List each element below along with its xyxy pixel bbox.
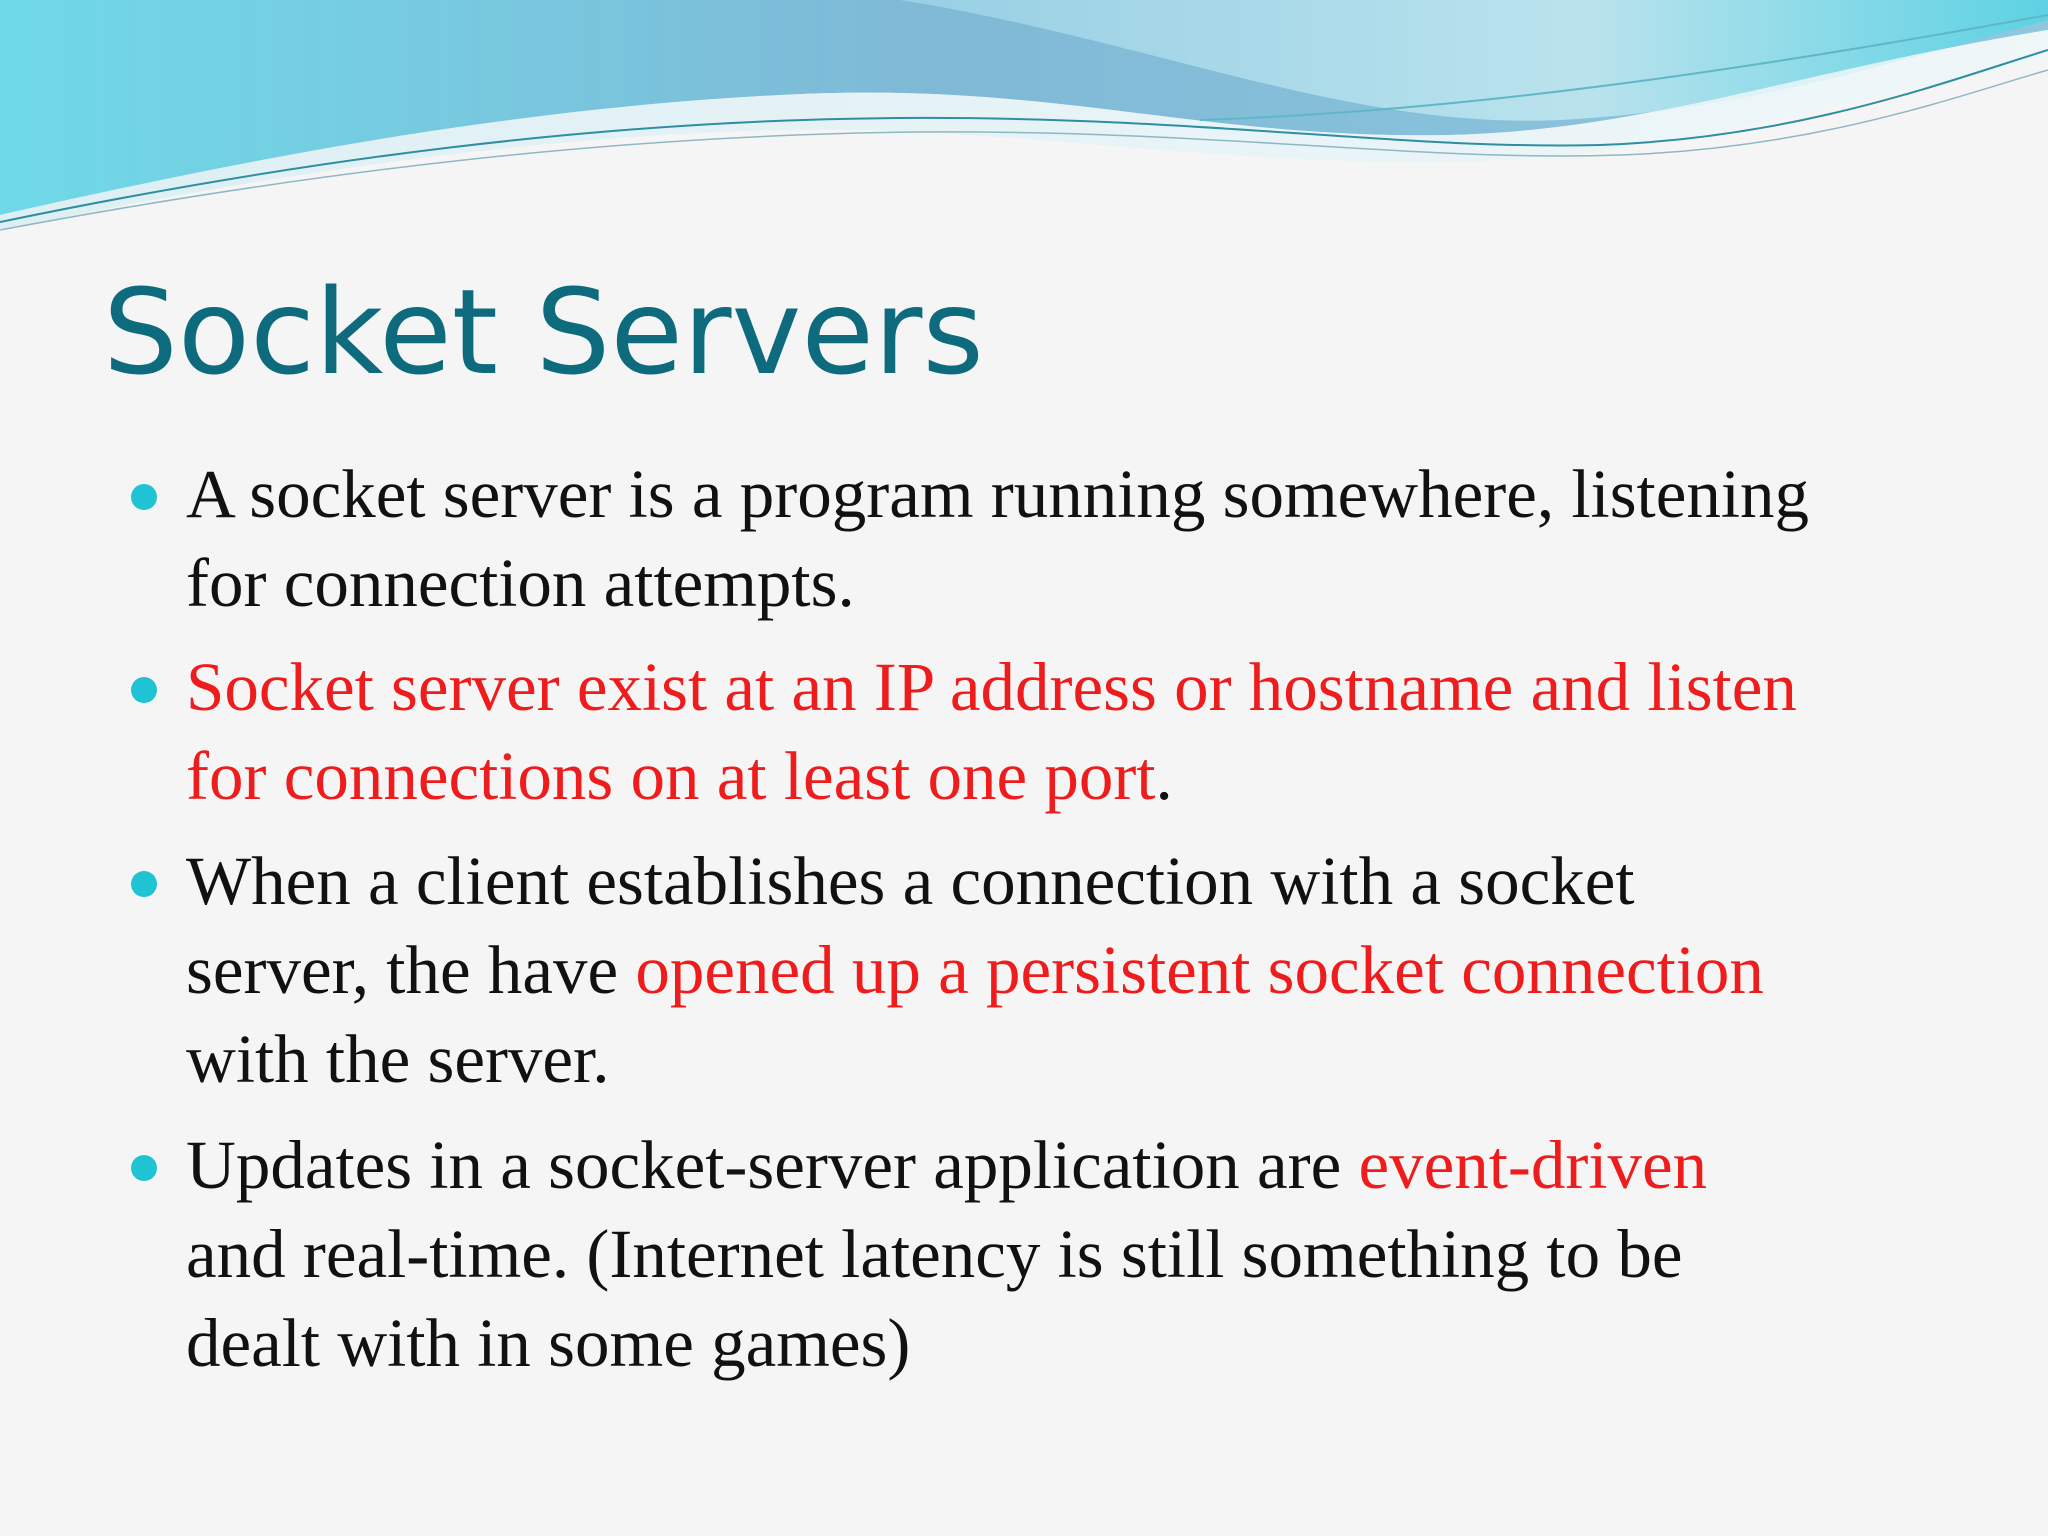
bullet-line — [186, 1121, 1946, 1210]
bullet-dot-icon — [131, 871, 157, 897]
bullet-text: When a client establishes a connection with a socket — [186, 843, 1635, 919]
bullet-dot-icon — [131, 677, 157, 703]
bullet-item — [186, 450, 1946, 628]
bullet-item — [186, 643, 1946, 821]
slide-title: Socket Servers — [103, 263, 984, 401]
bullet-line — [186, 837, 1946, 926]
bullet-dot-icon — [131, 484, 157, 510]
bullet-text: dealt with in some games) — [186, 1305, 911, 1381]
bullet-line — [186, 450, 1946, 539]
bullet-text-highlight: for connections on at least one port — [186, 738, 1156, 814]
bullet-text: and real-time. (Internet latency is still something to be — [186, 1216, 1683, 1292]
bullet-item — [186, 837, 1946, 1104]
bullet-text-highlight: opened up a persistent socket connection — [635, 932, 1764, 1008]
bullet-text: Updates in a socket-server application are — [186, 1127, 1359, 1203]
bullet-text: with the server. — [186, 1021, 610, 1097]
bullet-text-highlight: Socket server exist at an IP address or hostname and listen — [186, 649, 1797, 725]
bullet-dot-icon — [131, 1155, 157, 1181]
bullet-item — [186, 1121, 1946, 1388]
bullet-line — [186, 1210, 1946, 1299]
bullet-text: . — [1155, 738, 1173, 814]
bullet-line — [186, 732, 1946, 821]
bullet-text-highlight: event-driven — [1358, 1127, 1708, 1203]
bullet-line — [186, 539, 1946, 628]
bullet-text: A socket server is a program running somewhere, listening — [186, 456, 1810, 532]
bullet-line — [186, 643, 1946, 732]
bullet-text: for connection attempts. — [186, 545, 855, 621]
bullet-line — [186, 1015, 1946, 1104]
bullet-text: server, the have — [186, 932, 636, 1008]
bullet-line — [186, 1299, 1946, 1388]
bullet-line — [186, 926, 1946, 1015]
